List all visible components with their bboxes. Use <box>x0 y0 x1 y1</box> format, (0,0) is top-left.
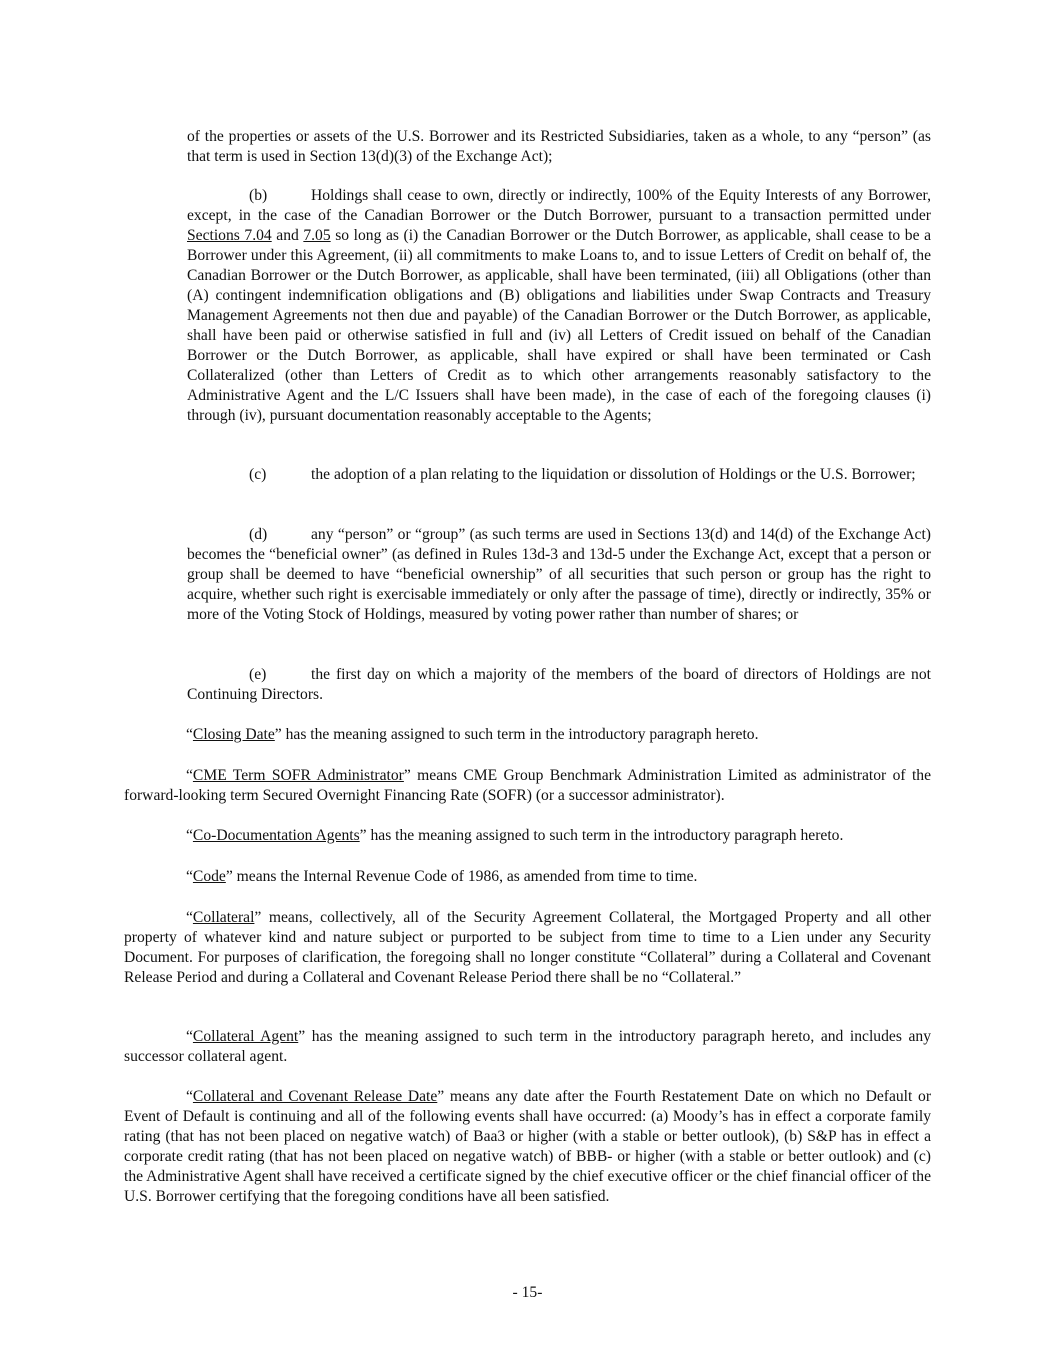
clause-d <box>187 525 931 625</box>
definition-body: means any date after the Fourth Restatement Date on which no Default or Event of Default is continuing and all of the following events shall have occurred: (a) Moody’s has in effect a corporate family rating (that has not been placed on negative watch) of Baa3 or higher (with a stable or better outlook), (b) S&P has in effect a corporate credit rating (that has not been placed on negative watch) of BBB- or higher (with a stable or better outlook) and (c) the Administrative Agent shall have received a certificate signed by the chief executive officer or the chief financial officer of the U.S. Borrower certifying that the foregoing conditions have all been satisfied. <box>124 1088 932 1205</box>
definition-body: means, collectively, all of the Security Agreement Collateral, the Mortgaged Property and all other property of whatever kind and nature subject or purported to be subject from time to time to a Lien under any Security Document. For purposes of clarification, the foregoing shall no longer constitute “Collateral” during a Collateral and Covenant Release Period and during a Collateral and Covenant Release Period there shall be no “Collateral.” <box>124 909 931 986</box>
definition-closing-date: “Closing Date” has the meaning assigned to such term in the introductory paragraph hereto. <box>186 726 759 743</box>
continuation-text: of the properties or assets of the U.S. Borrower and its Restricted Subsidiaries, taken as a whole, to any “person” (as that term is used in Section 13(d)(3) of the Exchange Act); <box>187 128 931 165</box>
clause-b-mid: and <box>271 227 304 244</box>
defined-term: Code <box>192 868 226 885</box>
section-7-05-link[interactable]: 7.05 <box>303 227 331 244</box>
definition-body: has the meaning assigned to such term in the introductory paragraph hereto, and includes any successor collateral agent. <box>124 1028 931 1065</box>
clause-b-pre: Holdings shall cease to own, directly or indirectly, 100% of the Equity Interests of any Borrower, except, in the case of the Canadian Borrower or the Dutch Borrower, pursuant to a transaction permitted under <box>187 187 931 224</box>
defined-term: Co-Documentation Agents <box>192 827 360 844</box>
clause-b-label: (b) <box>249 187 268 204</box>
clause-e <box>187 665 931 705</box>
clause-b <box>187 186 931 426</box>
definition-collateral: “Collateral” means, collectively, all of the Security Agreement Collateral, the Mortgaged Property and all other property of whatever kind and nature subject or purported to be subject from time to time to a Lien under any Security Document. For purposes of clarification, the foregoing shall no longer constitute “Collateral” during a Collateral and Covenant Release Period and during a Collateral and Covenant Release Period there shall be no “Collateral.” <box>124 909 931 986</box>
defined-term: Closing Date <box>192 726 275 743</box>
definition-body: means the Internal Revenue Code of 1986, as amended from time to time. <box>232 868 698 885</box>
definition-body: has the meaning assigned to such term in the introductory paragraph hereto. <box>366 827 844 844</box>
definition-code: “Code” means the Internal Revenue Code of 1986, as amended from time to time. <box>186 868 698 885</box>
defined-term: Collateral <box>192 909 255 926</box>
defined-term: Collateral Agent <box>192 1028 299 1045</box>
clause-c-label: (c) <box>249 466 267 483</box>
definition-co-documentation-agents: “Co-Documentation Agents” has the meaning assigned to such term in the introductory paragraph hereto. <box>186 827 844 844</box>
defined-term: Collateral and Covenant Release Date <box>192 1088 438 1105</box>
page-number: - 15- <box>512 1284 543 1301</box>
clause-c-text: the adoption of a plan relating to the liquidation or dissolution of Holdings or the U.S. Borrower; <box>311 466 916 483</box>
clause-d-text: any “person” or “group” (as such terms are used in Sections 13(d) and 14(d) of the Exchange Act) becomes the “beneficial owner” (as defined in Rules 13d-3 and 13d-5 under the Exchange Act, except that a person or group shall be deemed to have “beneficial ownership” of all securities that such person or group has the right to acquire, whether such right is exercisable immediately or only after the passage of time), directly or indirectly, 35% or more of the Voting Stock of Holdings, measured by voting power rather than number of shares; or <box>187 526 931 623</box>
clause-e-label: (e) <box>249 666 267 683</box>
definition-collateral-and-covenant-release-date: “Collateral and Covenant Release Date” means any date after the Fourth Restatement Date on which no Default or Event of Default is continuing and all of the following events shall have occurred: (a) Moody’s has in effect a corporate family rating (that has not been placed on negative watch) of Baa3 or higher (with a stable or better outlook), (b) S&P has in effect a corporate credit rating (that has not been placed on negative watch) of BBB- or higher (with a stable or better outlook) and (c) the Administrative Agent shall have received a certificate signed by the chief executive officer or the chief financial officer of the U.S. Borrower certifying that the foregoing conditions have all been satisfied. <box>124 1088 932 1205</box>
definition-cme-term-sofr-administrator: “CME Term SOFR Administrator” means CME Group Benchmark Administration Limited as administrator of the forward-looking term Secured Overnight Financing Rate (SOFR) (or a successor administrator). <box>124 767 931 804</box>
definition-body: has the meaning assigned to such term in the introductory paragraph hereto. <box>281 726 759 743</box>
sections-7-04-link[interactable]: Sections 7.04 <box>187 227 272 244</box>
definition-collateral-agent: “Collateral Agent” has the meaning assigned to such term in the introductory paragraph hereto, and includes any successor collateral agent. <box>124 1028 931 1065</box>
defined-term: CME Term SOFR Administrator <box>192 767 404 784</box>
clause-e-text: the first day on which a majority of the members of the board of directors of Holdings are not Continuing Directors. <box>187 666 931 703</box>
clause-c <box>187 465 931 485</box>
clause-d-label: (d) <box>249 526 268 543</box>
clause-b-post: so long as (i) the Canadian Borrower or the Dutch Borrower, as applicable, shall cease to be a Borrower under this Agreement, (ii) all commitments to make Loans to, and to issue Letters of Credit on behalf of, the Canadian Borrower or the Dutch Borrower, as applicable, shall have been terminated, (iii) all Obligations (other than (A) contingent indemnification obligations and (B) obligations and liabilities under Swap Contracts and Treasury Management Agreements not then due and payable) of the Canadian Borrower or the Dutch Borrower, as applicable, shall have been paid or otherwise satisfied in full and (iv) all Letters of Credit issued on behalf of the Canadian Borrower or the Dutch Borrower, as applicable, shall have expired or shall have been terminated or Cash Collateralized (other than Letters of Credit as to which other arrangements reasonably satisfactory to the Administrative Agent and the L/C Issuers shall have been made), in the case of each of the foregoing clauses (i) through (iv), pursuant documentation reasonably acceptable to the Agents; <box>187 227 931 424</box>
continuation-paragraph <box>187 127 931 167</box>
definition-body: means CME Group Benchmark Administration Limited as administrator of the forward-looking term Secured Overnight Financing Rate (SOFR) (or a successor administrator). <box>124 767 931 804</box>
